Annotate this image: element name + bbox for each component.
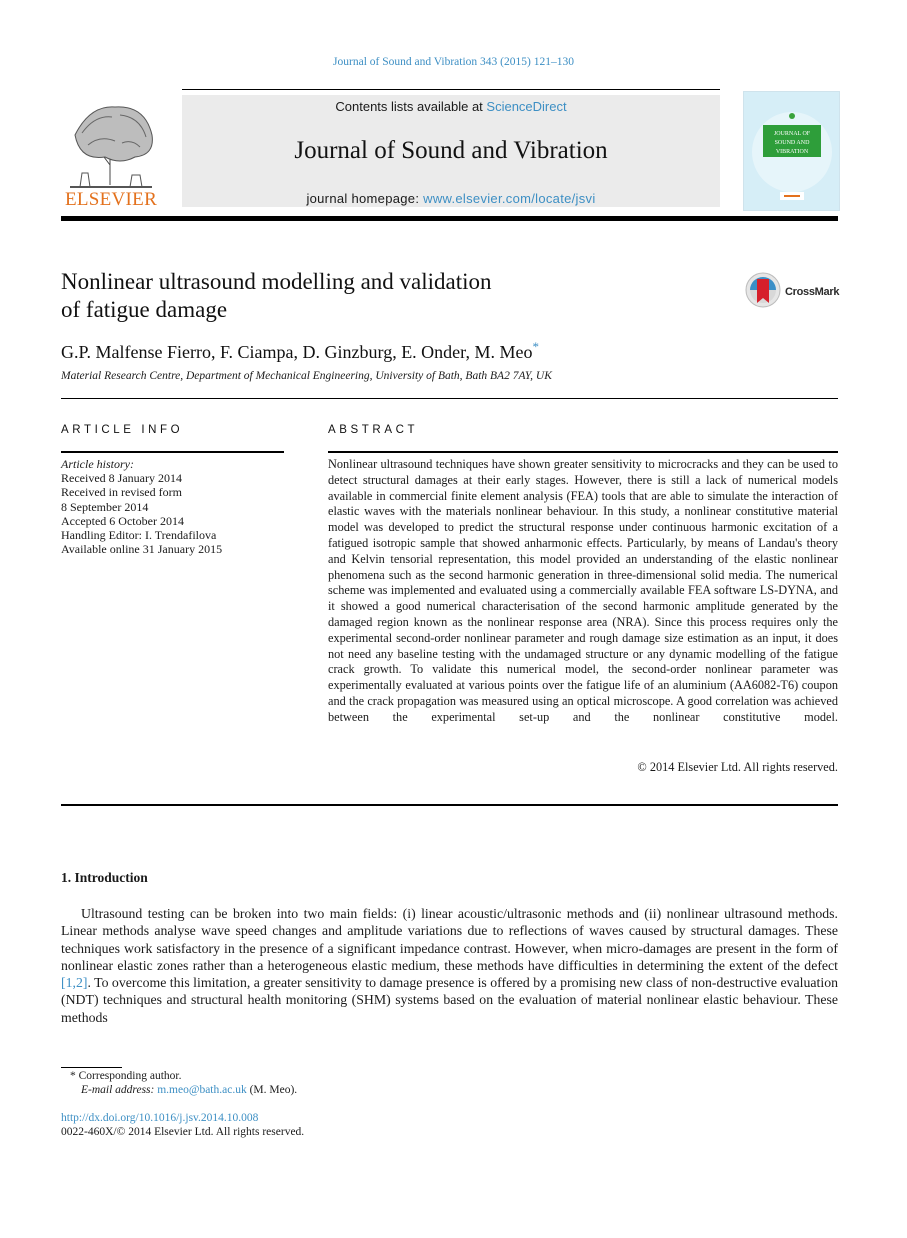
history-line: 8 September 2014 [61,499,149,514]
journal-cover-art-icon [744,92,839,210]
homepage-link[interactable]: www.elsevier.com/locate/jsvi [423,191,596,206]
email-link[interactable]: m.meo@bath.ac.uk [157,1084,247,1096]
elsevier-wordmark: ELSEVIER [64,189,158,210]
history-label: Article history: [61,457,134,471]
history-line: Handling Editor: I. Trendafilova [61,528,217,543]
introduction-heading: 1. Introduction [61,870,148,885]
article-title [61,268,661,324]
cover-title-line-2: SOUND AND [774,140,810,146]
history-line: Received in revised form [61,485,182,500]
abstract-end-rule [61,804,838,806]
issn-copyright: 0022-460X/© 2014 Elsevier Ltd. All rights reserved. [61,1126,305,1138]
article-info-rule [61,451,284,453]
article-info-heading: ARTICLE INFO [61,424,184,436]
contents-available-line [182,99,720,114]
header-top-rule [182,89,720,90]
author-list [61,339,539,363]
journal-homepage-line [182,191,720,206]
doi-link[interactable]: http://dx.doi.org/10.1016/j.jsv.2014.10.008 [61,1112,259,1124]
crossmark-icon [746,273,780,307]
history-line: Accepted 6 October 2014 [61,513,184,528]
header-thick-rule [61,216,838,221]
cover-title-line-1: JOURNAL OF [773,131,811,137]
crossmark-badge[interactable] [745,271,855,311]
homepage-prefix: journal homepage: [306,191,424,206]
abstract-body: Nonlinear ultrasound techniques have shown greater sensitivity to microcracks and they can be used to detect structural damages at their early stages. However, there is still a lack of numerical models available in commercial finite element analysis (FEA) tools that are able to simulate the interaction of elastic waves with the materials nonlinear behaviour. In this study, a nonlinear constitutive material model was developed to predict the structural response under continuous harmonic excitation of a fatigued isotropic sample that showed anharmonic effects. Particularly, by means of Landau's theory and Kelvin tensorial representation, this model provided an understanding of the elastic nonlinear phenomena such as the second harmonic generation in three-dimensional solid media. The numerical scheme was implemented and evaluated using a commercially available FEA software LS-DYNA, and it showed a good numerical characterisation of the second harmonic amplitude generated by the damaged region known as the nonlinear response area (NRA). Since this process requires only the experimental second-order nonlinear parameter and rough damage size estimation as an input, it does not need any baseline testing with the undamaged structure or any dynamic modelling of the fatigue crack growth. To validate this numerical model, the second-order nonlinear parameter was experimentally evaluated at various points over the fatigue life of an aluminium (AA6082-T6) coupon and the crack propagation was measured using an optical microscope. A good correlation was achieved between the experimental set-up and the nonlinear constitutive model. [328,457,838,724]
article-history [61,457,291,556]
authors-text: G.P. Malfense Fierro, F. Ciampa, D. Ginzburg, E. Onder, M. Meo [61,342,533,362]
sciencedirect-link[interactable]: ScienceDirect [486,99,567,114]
intro-text-part-1: Ultrasound testing can be broken into two main fields: (i) linear acoustic/ultrasonic methods and (ii) nonlinear ultrasound methods. Linear methods analyse wave speed changes and amplitude variations due to reflections of waves caused by structural damages. These techniques work satisfactory in the presence of a significant impedance contrast. However, when micro-damages are present in the form of nonlinear elastic zones rather than a heterogeneous elastic medium, these methods have difficulties in determining the extent of the defect [61,906,838,973]
journal-citation[interactable]: Journal of Sound and Vibration 343 (2015) 121–130 [333,56,574,68]
author-affiliation: Material Research Centre, Department of Mechanical Engineering, University of Bath, Bath BA2 7AY, UK [61,370,552,382]
introduction-body [61,905,838,1026]
email-footnote [81,1084,297,1096]
abstract-copyright: © 2014 Elsevier Ltd. All rights reserved. [637,760,838,774]
article-title-line-2: of fatigue damage [61,297,228,322]
reference-link[interactable]: [1,2] [61,975,88,991]
abstract-heading: ABSTRACT [328,424,419,436]
affiliation-rule [61,398,838,399]
contents-prefix: Contents lists available at [335,99,487,114]
history-line: Available online 31 January 2015 [61,542,223,557]
email-label: E-mail address: [81,1084,158,1096]
footnote-rule [61,1067,122,1068]
journal-name: Journal of Sound and Vibration [294,137,608,164]
email-suffix: (M. Meo). [246,1084,298,1096]
intro-text-part-2: . To overcome this limitation, a greater sensitivity to damage presence is offered by a promising new class of non-destructive evaluation (NDT) techniques and structural health monitoring (SHM) systems based on the evaluation of material nonlinear elastic behaviour. These methods [61,975,838,1025]
corresponding-author-mark[interactable]: * [532,339,539,354]
history-line: Received 8 January 2014 [61,471,182,486]
journal-cover-thumbnail[interactable] [743,91,840,211]
corresponding-author-note: * Corresponding author. [70,1070,182,1082]
article-title-line-1: Nonlinear ultrasound modelling and validation [61,269,492,294]
crossmark-label: CrossMark [785,286,840,298]
cover-title-line-3: VIBRATION [775,149,809,155]
abstract-rule [328,451,838,453]
